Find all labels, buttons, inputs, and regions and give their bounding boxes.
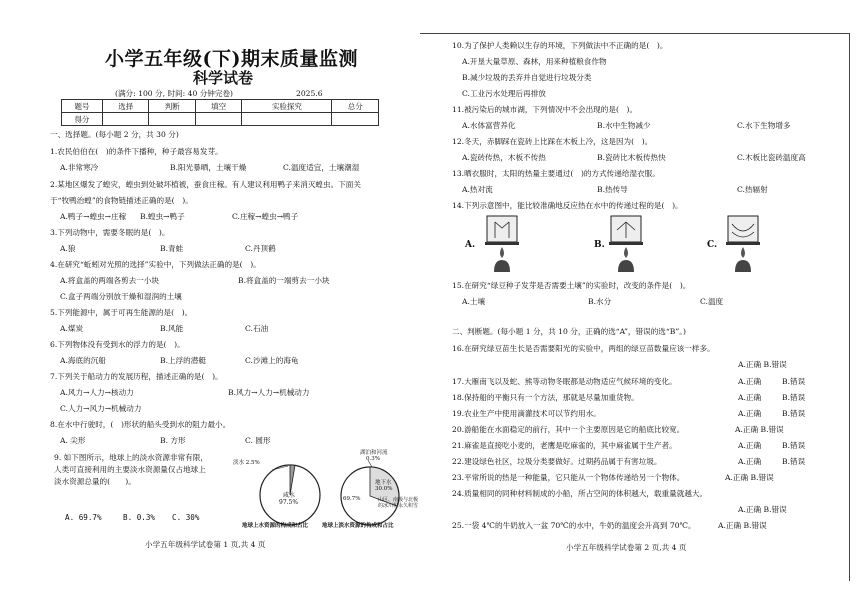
page-footer-left: 小学五年级科学试卷第 1 页,共 4 页	[145, 540, 266, 549]
burner-lamp	[494, 260, 510, 272]
score-header-cell: 选择	[103, 100, 149, 113]
question-14: 14.下列示意图中，能比较准确地反应热在水中的传递过程的是( )。	[452, 201, 683, 210]
q12-option-a[interactable]: A.瓷砖传热，木板不传热	[462, 153, 546, 162]
question-4: 4.在研究“蚯蚓对光照的选择”实验中，下列做法正确的是( )。	[50, 260, 261, 269]
q22-option-b[interactable]: B.错误	[782, 457, 806, 466]
question-10: 10.为了保护人类赖以生存的环境，下列做法中不正确的是( )。	[452, 41, 668, 50]
question-8: 8.在水中行驶时，( )形状的船头受到水的阻力最小。	[50, 420, 231, 429]
beaker-stand	[485, 242, 519, 245]
q6-option-c[interactable]: C.沙滩上的海龟	[245, 356, 299, 365]
q22-option-a[interactable]: A.正确	[738, 457, 762, 466]
q20-answer-options[interactable]: A.正确 B.错误	[735, 425, 784, 434]
q15-option-b[interactable]: B.水分	[588, 297, 612, 306]
q2-option-a[interactable]: A.鸭子→蝗虫→庄稼	[60, 212, 127, 221]
q10-option-b[interactable]: B.减少垃圾的丢弃并自觉进行垃圾分类	[462, 73, 592, 82]
q17-option-a[interactable]: A.正确	[738, 377, 762, 386]
q18-option-b[interactable]: B.错误	[782, 393, 806, 402]
q6-option-a[interactable]: A.海底的沉船	[60, 356, 106, 365]
question-2-line2: 于“牧鸭治蝗”的食物链描述正确的是( )。	[50, 196, 193, 205]
q5-option-c[interactable]: C.石油	[245, 324, 269, 333]
q9-option-a[interactable]: A. 69.7%	[65, 513, 102, 522]
q11-option-c[interactable]: C.水下生物增多	[737, 121, 791, 130]
beaker-stand	[726, 242, 760, 245]
q10-option-a[interactable]: A.开垦大量草原、森林，用来种植粮食作物	[462, 57, 607, 66]
q14-option-a[interactable]: A.	[465, 240, 476, 250]
beaker-body	[487, 216, 517, 242]
score-table	[61, 99, 379, 126]
question-3: 3.下列动物中，需要冬眠的是( )。	[50, 228, 170, 237]
q7-option-c[interactable]: C.人力→风力→机械动力	[60, 404, 142, 413]
burner-flame	[500, 247, 504, 258]
question-13: 13.晒衣服时，太阳的热量主要通过( )的方式传递给湿衣服。	[452, 169, 660, 178]
question-23: 23.平常所说的热是一种能量，它只能从一个物体传递给另一个物体。	[452, 473, 685, 482]
page-footer-right: 小学五年级科学试卷第 2 页,共 4 页	[566, 543, 687, 552]
pie1-caption: 地球上水资源的构成和占比	[242, 523, 309, 529]
q11-option-a[interactable]: A.水体富营养化	[462, 121, 516, 130]
q11-option-b[interactable]: B.水中生物减少	[597, 121, 651, 130]
question-6: 6.下列物体没有受到水的浮力的是( )。	[50, 340, 185, 349]
question-9-line2: 人类可直接利用的主要淡水资源量仅占地球上	[54, 465, 206, 474]
page-subtitle: 科学试卷	[193, 69, 254, 87]
q13-option-b[interactable]: B.热传导	[597, 185, 628, 194]
q14-option-c[interactable]: C.	[707, 240, 718, 250]
section-heading: 二、判断题。(每小题 1 分，共 10 分，正确的选“A”，错误的选“B”。)	[452, 327, 686, 336]
question-21: 21.麻雀是直接吃小麦的，老鹰是吃麻雀的，其中麻雀属于生产者。	[452, 441, 677, 450]
q9-option-c[interactable]: C. 30%	[172, 513, 200, 522]
question-15: 15.在研究“绿豆种子发芽是否需要土壤”的实验时，改变的条件是( )。	[452, 281, 691, 290]
pie2-label-ground: 地下水	[375, 480, 392, 486]
question-25: 25.一袋 4℃的牛奶放入一盆 70℃的水中，牛奶的温度会升高到 70℃。	[452, 521, 696, 530]
q2-option-c[interactable]: C.庄稼→蝗虫→鸭子	[232, 212, 299, 221]
q3-option-c[interactable]: C.丹顶鹤	[245, 244, 276, 253]
beaker-diagram-a	[481, 212, 525, 274]
q4-option-c[interactable]: C.盒子两端分别放干燥和湿润的土壤	[60, 292, 182, 301]
right-rule	[849, 33, 850, 581]
q8-option-c[interactable]: C. 圆形	[245, 436, 271, 445]
pie2-label-lakes-value: 0.3%	[366, 456, 380, 462]
burner-lamp	[735, 260, 751, 272]
question-9-line1: 9. 如下图所示，地球上的淡水资源非常有限，	[54, 453, 208, 462]
beaker-diagram-b	[605, 212, 649, 274]
section-heading: 一、选择题。(每小题 2 分，共 30 分)	[50, 130, 179, 139]
question-16: 16.在研究绿豆苗生长是否需要阳光的实验中，两组的绿豆苗数量应该一样多。	[452, 344, 715, 353]
q15-option-a[interactable]: A.土壤	[462, 297, 486, 306]
q21-option-b[interactable]: B.错误	[782, 441, 806, 450]
q3-option-a[interactable]: A.狼	[60, 244, 76, 253]
pie1-label-fresh: 淡水 2.5%	[233, 460, 260, 466]
score-cell[interactable]	[332, 113, 379, 126]
q18-option-a[interactable]: A.正确	[738, 393, 762, 402]
q3-option-b[interactable]: B.青蛙	[160, 244, 184, 253]
q21-option-a[interactable]: A.正确	[738, 441, 762, 450]
q12-option-b[interactable]: B.瓷砖比木板传热快	[597, 153, 666, 162]
q6-option-b[interactable]: B.上浮的潜艇	[160, 356, 206, 365]
q1-option-b[interactable]: B.阳光暴晒，土壤干燥	[170, 163, 247, 172]
burner-lamp	[618, 260, 634, 272]
burner-flame	[624, 247, 628, 258]
burner-flame	[741, 247, 745, 258]
beaker-body	[728, 216, 758, 242]
q23-answer-options[interactable]: A.正确 B.错误	[725, 473, 774, 482]
q17-option-b[interactable]: B.错误	[782, 377, 806, 386]
q5-option-a[interactable]: A.煤炭	[60, 324, 84, 333]
pie2-label-lakes: 湖泊和河流	[360, 450, 388, 456]
pie2-caption: 地球上淡水资源的构成和占比	[322, 523, 394, 529]
pie2-label-ice: 山区、南极与北极的冰川和永久积雪	[378, 497, 419, 509]
q19-option-a[interactable]: A.正确	[738, 409, 762, 418]
question-22: 22.建设绿色社区，垃圾分类要做好。过期药品属于有害垃圾。	[452, 457, 662, 466]
question-1: 1.农民伯伯在( )的条件下播种，种子最容易发芽。	[50, 147, 223, 156]
q13-option-c[interactable]: C.热辐射	[737, 185, 768, 194]
score-cell[interactable]	[149, 113, 195, 126]
q9-option-b[interactable]: B. 0.3%	[123, 513, 156, 522]
question-11: 11.被污染后的城市湖，下列情况中不会出现的是( )。	[452, 105, 638, 114]
pie1-label-salt: 咸水	[283, 492, 296, 499]
q2-option-b[interactable]: B.蝗虫→鸭子	[140, 212, 185, 221]
score-header-cell: 判断	[149, 100, 195, 113]
q14-option-b[interactable]: B.	[594, 240, 605, 250]
q15-option-c[interactable]: C.温度	[700, 297, 724, 306]
q13-option-a[interactable]: A.热对流	[462, 185, 493, 194]
score-cell[interactable]	[242, 113, 332, 126]
q10-option-c[interactable]: C.工业污水处理后再排放	[462, 89, 546, 98]
q8-option-a[interactable]: A. 尖形	[60, 436, 86, 445]
score-header-cell: 总分	[332, 100, 379, 113]
question-12: 12.冬天，赤脚踩在瓷砖上比踩在木板上冷，这是因为( )。	[452, 137, 653, 146]
score-cell[interactable]	[195, 113, 241, 126]
pie2-label-ground-value: 30.0%	[375, 486, 393, 492]
score-header-cell: 实验探究	[242, 100, 332, 113]
q16-answer-options[interactable]: A.正确 B.错误	[738, 360, 787, 369]
top-rule	[420, 33, 850, 34]
score-header-cell: 题号	[62, 100, 103, 113]
pie1-label-salt-value: 97.5%	[279, 499, 299, 506]
q25-answer-options[interactable]: A.正确 B.错误	[718, 521, 767, 530]
question-24: 24.质量相同的同种材料制成的小船，所占空间的体积越大，载重量就越大。	[452, 489, 708, 498]
beaker-diagram-c	[722, 212, 766, 274]
q7-option-b[interactable]: B.风力→人力→机械动力	[228, 388, 310, 397]
question-19: 19.农业生产中使用滴灌技术可以节约用水。	[452, 409, 601, 418]
score-header-cell: 填空	[195, 100, 241, 113]
exam-meta-score: (满分: 100 分, 时间: 40 分钟完卷)	[115, 89, 234, 98]
pie2-label-ice-value: 69.7%	[343, 496, 361, 502]
score-row-label: 得分	[62, 113, 103, 126]
q8-option-b[interactable]: B. 方形	[160, 436, 186, 445]
question-20: 20.游船能在水面稳定的前行，其中一个主要原因是它的船底比较宽。	[452, 425, 685, 434]
q4-option-a[interactable]: A.将盒盖的两端各剪去一小块	[60, 276, 160, 285]
q7-option-a[interactable]: A.风力→人力→核动力	[60, 388, 134, 397]
question-7: 7.下列关于船动力的发展历程，描述正确的是( )。	[50, 372, 223, 381]
q5-option-b[interactable]: B.风能	[160, 324, 184, 333]
question-2-line1: 2.某地区爆发了蝗灾，蝗虫到处破坏植被，蚕食庄稼。有人建议利用鸭子来消灭蝗虫。下面关	[50, 180, 361, 189]
q19-option-b[interactable]: B.错误	[782, 409, 806, 418]
beaker-stand	[609, 242, 643, 245]
q4-option-b[interactable]: B.将盒盖的一端剪去一小块	[238, 276, 330, 285]
q12-option-c[interactable]: C.木板比瓷砖温度高	[737, 153, 806, 162]
question-9-line3: 淡水资源总量的( )。	[54, 477, 136, 486]
question-5: 5.下列能源中，属于可再生能源的是( )。	[50, 308, 193, 317]
page-title: 小学五年级(下)期末质量监测	[105, 48, 358, 70]
exam-meta-date: 2025.6	[296, 89, 323, 98]
question-17: 17.大雁南飞以及蛇、熊等动物冬眠都是动物适应气候环境的变化。	[452, 377, 677, 386]
question-18: 18.保持船的平衡只有一个方法，那就是尽量加重货物。	[452, 393, 639, 402]
q1-option-c[interactable]: C.温度适宜，土壤潮湿	[283, 163, 360, 172]
q1-option-a[interactable]: A.非常寒冷	[60, 163, 99, 172]
score-cell[interactable]	[103, 113, 149, 126]
q24-answer-options[interactable]: A.正确 B.错误	[738, 505, 787, 514]
